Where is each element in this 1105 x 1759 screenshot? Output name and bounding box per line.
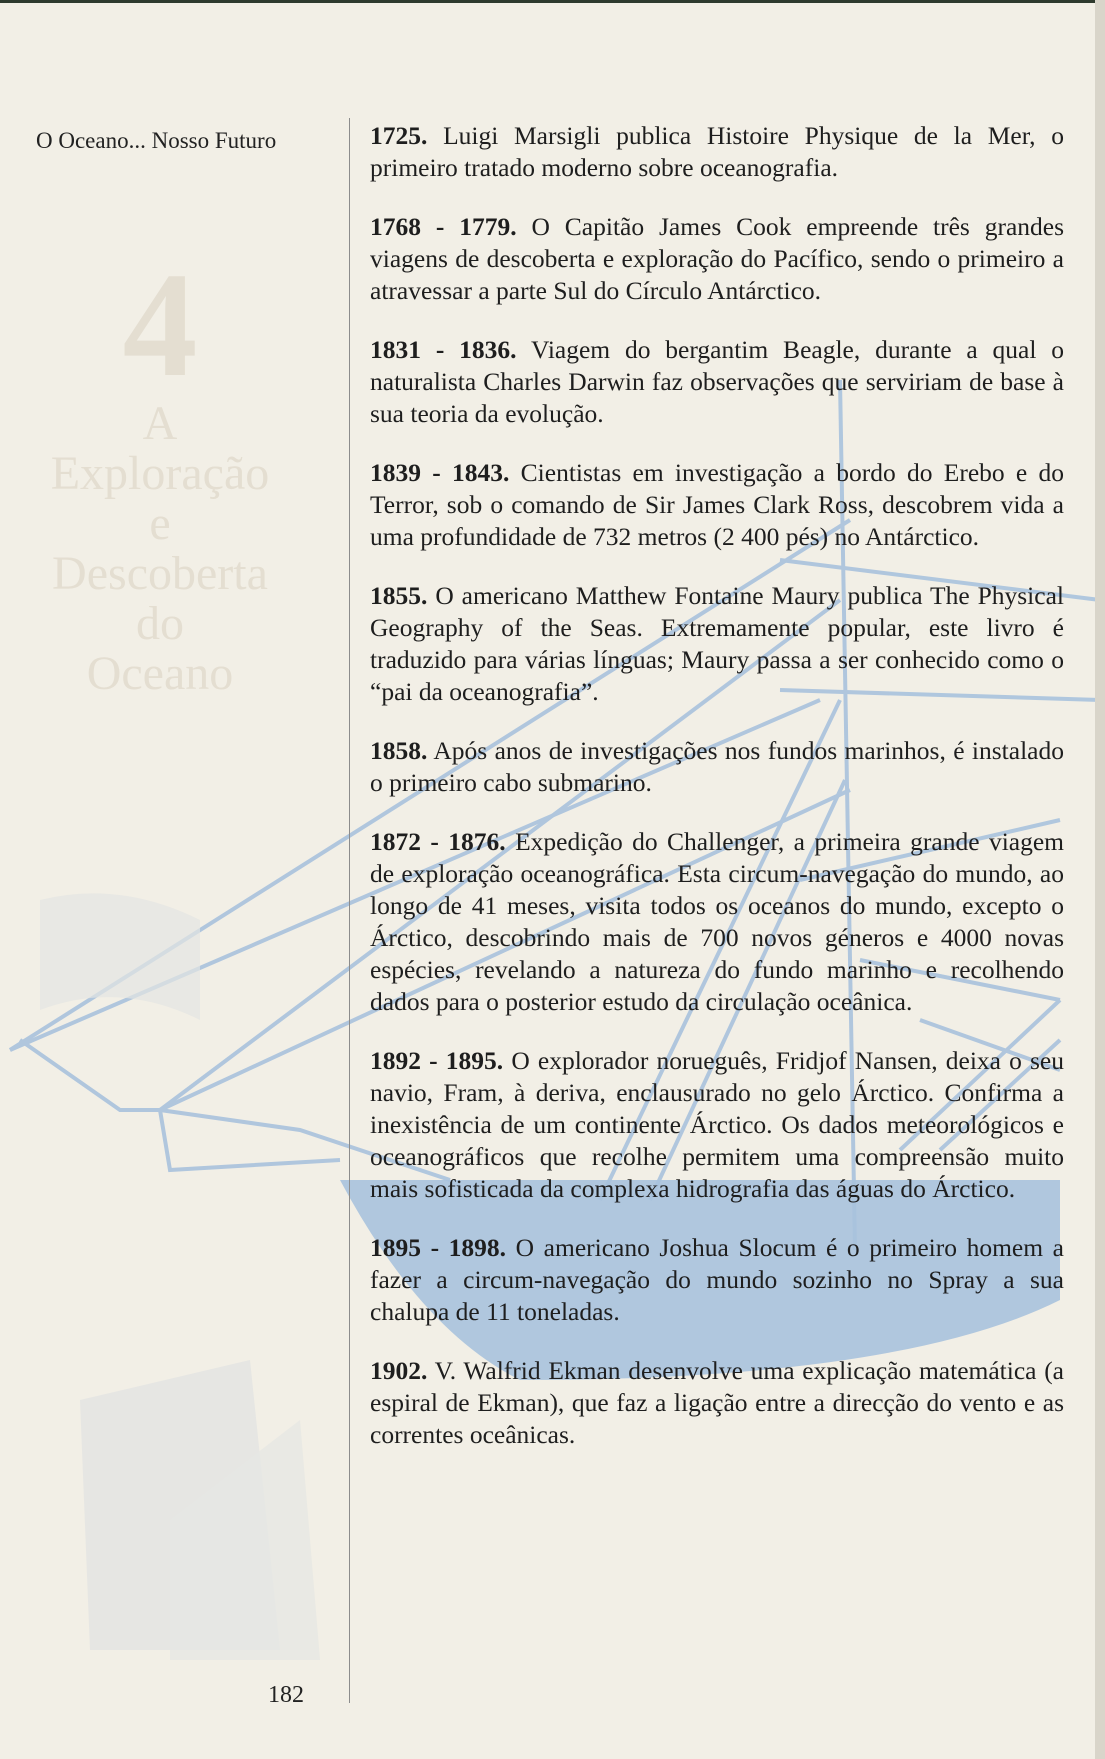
timeline-entry [370, 1045, 1064, 1205]
timeline-entry [370, 457, 1064, 553]
timeline-entry [370, 120, 1064, 184]
entry-year: 1872 - 1876. [370, 827, 506, 856]
entry-text: Viagem do bergantim Beagle, durante a qual o naturalista Charles Darwin faz observações que serviriam de base à sua teoria da evolução. [370, 335, 1065, 428]
running-head: O Oceano... Nosso Futuro [36, 128, 277, 153]
page-edge [1095, 0, 1105, 1759]
entry-year: 1892 - 1895. [370, 1046, 504, 1075]
page-number: 182 [268, 1682, 304, 1708]
entry-text: Expedição do Challenger, a primeira grande viagem de exploração oceanográfica. Esta circum-navegação do mundo, ao longo de 41 meses, visita todos os oceanos do mundo, excepto o Árctico, descobrindo mais de 700 novos géneros e 4000 novas espécies, revelando a natureza do fundo marinho e recolhendo dados para o posterior estudo da circulação oceânica. [370, 827, 1064, 1016]
timeline-entry [370, 826, 1064, 1018]
entry-year: 1768 - 1779. [370, 212, 517, 241]
entry-year: 1858. [370, 736, 428, 765]
entry-text: Luigi Marsigli publica Histoire Physique de la Mer, o primeiro tratado moderno sobre oceanografia. [370, 121, 1064, 182]
entry-text: O explorador norueguês, Fridjof Nansen, deixa o seu navio, Fram, à deriva, enclausurado no gelo Árctico. Confirma a inexistência de um continente Árctico. Os dados meteorológicos e oceanográficos que recolhe permitem uma compreensão muito mais sofisticada da complexa hidrografia das águas do Árctico. [370, 1046, 1065, 1203]
timeline-entry [370, 334, 1064, 430]
entry-text: Após anos de investigações nos fundos marinhos, é instalado o primeiro cabo submarino. [370, 736, 1064, 797]
entry-text: O americano Joshua Slocum é o primeiro homem a fazer a circum-navegação do mundo sozinho no Spray a sua chalupa de 11 toneladas. [370, 1233, 1064, 1326]
entry-year: 1725. [370, 121, 428, 150]
chapter-title-line: Exploração [50, 447, 270, 500]
entry-year: 1839 - 1843. [370, 458, 510, 487]
entry-year: 1902. [370, 1356, 428, 1385]
timeline-entry [370, 735, 1064, 799]
entry-year: 1895 - 1898. [370, 1233, 507, 1262]
chapter-number: 4 [122, 242, 198, 408]
entry-text: Cientistas em investigação a bordo do Erebo e do Terror, sob o comando de Sir James Clark Ross, descobrem vida a uma profundidade de 732 metros (2 400 pés) no Antárctico. [370, 458, 1064, 551]
entry-text: O Capitão James Cook empreende três grandes viagens de descoberta e exploração do Pacífico, sendo o primeiro a atravessar a parte Sul do Círculo Antárctico. [370, 212, 1065, 305]
timeline-entry [370, 580, 1064, 708]
entry-year: 1831 - 1836. [370, 335, 517, 364]
entry-year: 1855. [370, 581, 428, 610]
entry-text: V. Walfrid Ekman desenvolve uma explicação matemática (a espiral de Ekman), que faz a ligação entre a direcção do vento e as correntes oceânicas. [370, 1356, 1065, 1449]
column-divider [349, 118, 350, 1703]
chapter-title-line: A [142, 397, 178, 450]
chapter-title-line: do [136, 597, 184, 650]
chapter-title-line: e [149, 497, 171, 550]
chapter-title-line: Descoberta [52, 547, 268, 600]
timeline-entry [370, 211, 1064, 307]
timeline [370, 120, 1064, 1478]
chapter-title-line: Oceano [86, 647, 234, 700]
timeline-entry [370, 1355, 1064, 1451]
entry-text: O americano Matthew Fontaine Maury publica The Physical Geography of the Seas. Extremamente popular, este livro é traduzido para várias línguas; Maury passa a ser conhecido como o “pai da oceanografia”. [370, 581, 1064, 706]
timeline-entry [370, 1232, 1064, 1328]
